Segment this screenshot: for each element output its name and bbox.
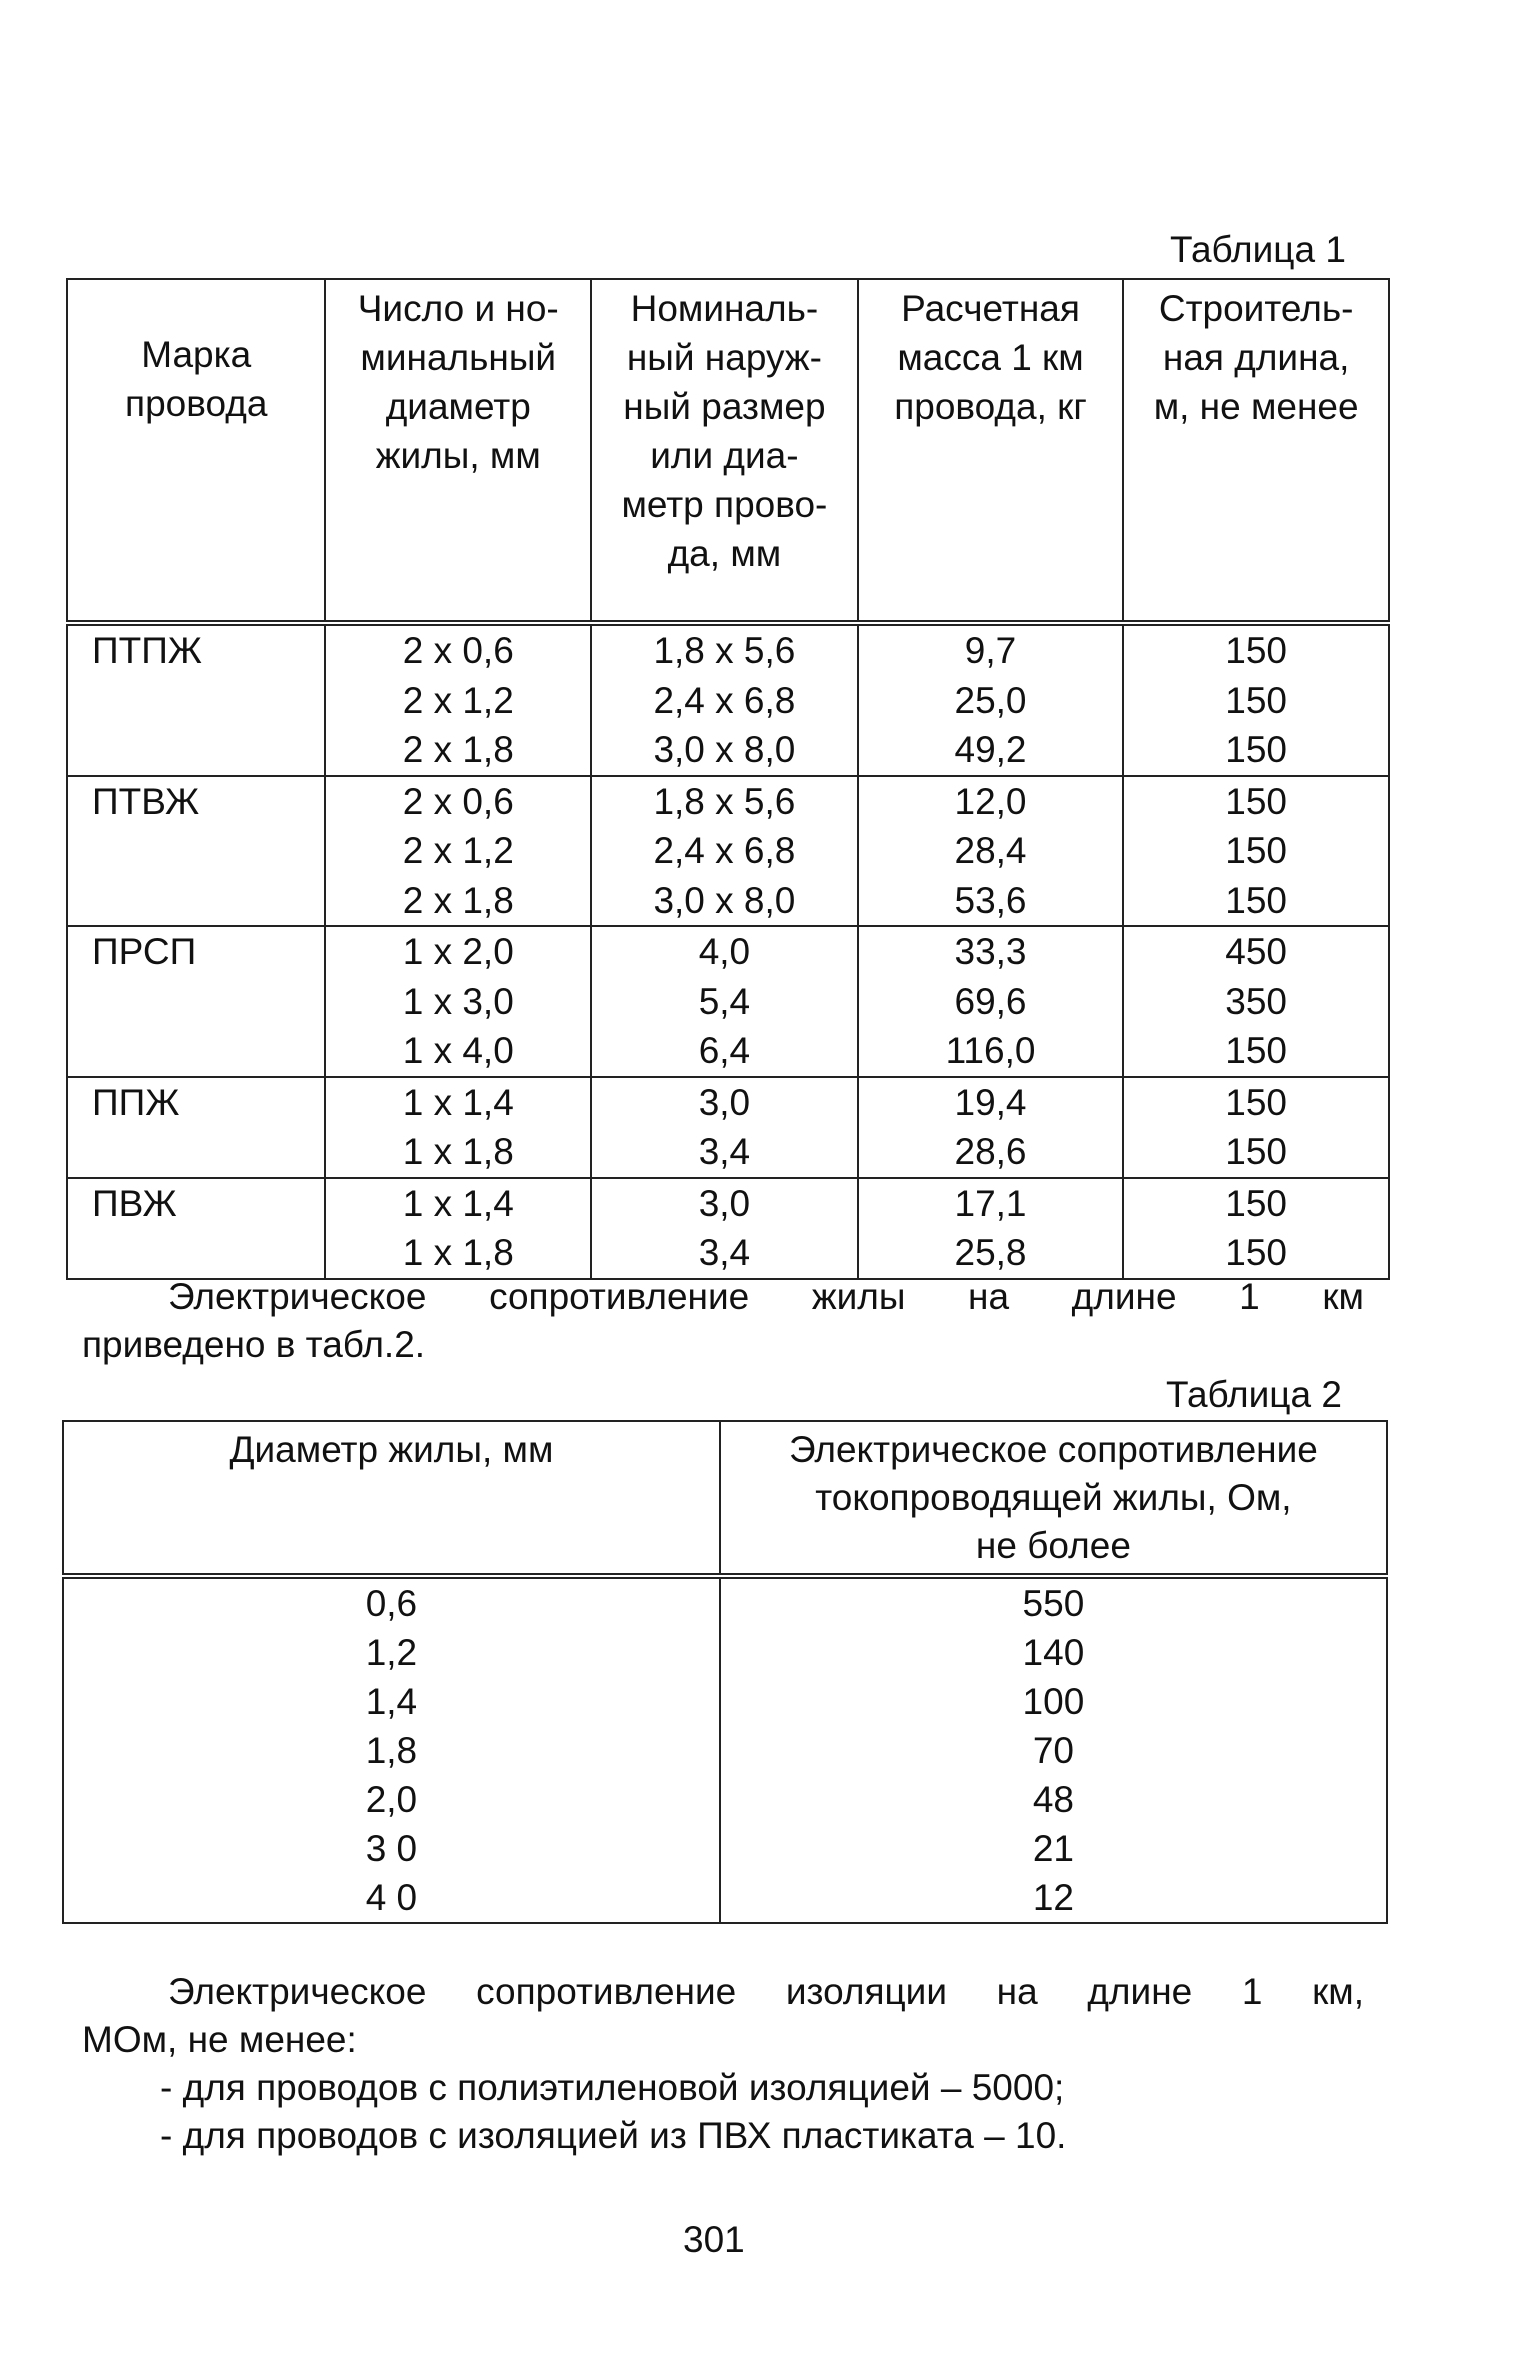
cell-line: 1 х 3,0 — [402, 980, 514, 1022]
table-row — [67, 1077, 1389, 1178]
paragraph-insulation-resistance — [82, 1968, 1364, 2160]
paragraph-line: Электрическое сопротивление изоляции на длине 1 км, — [168, 1971, 1364, 2012]
wire-mark-cell: ПВЖ — [67, 1178, 325, 1279]
cell-line: провода — [125, 383, 268, 424]
cell-line: Расчетная — [901, 288, 1080, 329]
cell-line: 2,4 х 6,8 — [653, 679, 796, 721]
cell-line: Число и но- — [357, 288, 559, 329]
cell-line: провода, кг — [894, 386, 1087, 427]
table2-caption: Таблица 2 — [1166, 1374, 1342, 1415]
cell-line: токопроводящей жилы, Ом, — [815, 1477, 1292, 1518]
table1-header-row — [67, 279, 1389, 623]
cell-line: 150 — [1225, 879, 1288, 921]
cell-line: 5,4 — [698, 980, 751, 1022]
cell-line: 1 х 1,8 — [402, 1232, 514, 1273]
cell-line: 550 — [1022, 1583, 1085, 1624]
cell-line: метр прово- — [621, 484, 828, 525]
cell-line: ный размер — [623, 386, 826, 427]
cell-line: 0,6 — [365, 1583, 418, 1624]
cell-line: 3,4 — [698, 1131, 751, 1172]
length-cell — [1123, 1077, 1389, 1178]
paragraph-line: Электрическое сопротивление жилы на длине 1 км — [168, 1276, 1364, 1317]
size-cell — [591, 776, 858, 927]
wire-mark-cell: ПТВЖ — [67, 776, 325, 927]
list-item: - для проводов с изоляцией из ПВХ пластиката – 10. — [160, 2115, 1067, 2156]
cores-cell — [325, 926, 591, 1077]
cell-line: 150 — [1225, 729, 1288, 770]
cell-line: 1,8 х 5,6 — [653, 780, 796, 822]
cell-line: 1 х 1,4 — [402, 1182, 514, 1224]
cell-line: 33,3 — [954, 931, 1027, 972]
cell-line: ная длина, — [1162, 337, 1350, 378]
cell-line: Диаметр жилы, мм — [229, 1429, 554, 1470]
cell-line: Номиналь- — [630, 288, 819, 329]
header-outer-size — [591, 279, 858, 623]
cell-line: 2 х 1,8 — [402, 879, 514, 921]
header-diameter — [63, 1421, 720, 1576]
cell-line: 150 — [1225, 1232, 1288, 1273]
cell-line: 3 0 — [365, 1828, 418, 1869]
cell-line: не более — [975, 1525, 1131, 1566]
cores-cell — [325, 623, 591, 776]
size-cell — [591, 1178, 858, 1279]
header-wire-mark — [67, 279, 325, 623]
table1 — [66, 278, 1390, 1280]
cell-line: 2 х 0,6 — [402, 780, 514, 822]
size-cell — [591, 623, 858, 776]
cell-line: Марка — [141, 334, 252, 375]
cell-line: 116,0 — [945, 1030, 1036, 1071]
wire-mark-cell: ППЖ — [67, 1077, 325, 1178]
cell-line: 4,0 — [698, 931, 751, 972]
cell-line: 1 х 2,0 — [402, 931, 514, 972]
table2-data-row — [63, 1576, 1387, 1923]
list-item: - для проводов с полиэтиленовой изоляцией – 5000; — [160, 2067, 1065, 2108]
cell-line: 2 х 1,2 — [402, 679, 514, 721]
size-cell — [591, 1077, 858, 1178]
length-cell — [1123, 776, 1389, 927]
cores-cell — [325, 776, 591, 927]
cell-line: жилы, мм — [375, 435, 541, 476]
mass-cell — [858, 926, 1124, 1077]
cell-line: 2,0 — [365, 1779, 418, 1820]
cell-line: 2 х 0,6 — [402, 630, 514, 671]
cell-line: 1 х 1,8 — [402, 1131, 514, 1172]
diameter-column — [63, 1576, 720, 1923]
length-cell — [1123, 1178, 1389, 1279]
cell-line: 21 — [1032, 1828, 1074, 1869]
paragraph-line: МОм, не менее: — [82, 2019, 357, 2060]
cell-line: 3,0 — [698, 1081, 751, 1123]
cell-line: 150 — [1225, 780, 1288, 822]
cell-line: 70 — [1032, 1730, 1074, 1771]
paragraph-conductor-resistance — [82, 1273, 1364, 1369]
cell-line: 48 — [1032, 1779, 1074, 1820]
cell-line: Электрическое сопротивление — [788, 1429, 1318, 1470]
cell-line: 140 — [1022, 1632, 1085, 1673]
cell-line: 450 — [1225, 931, 1288, 972]
table-row — [67, 1178, 1389, 1279]
cell-line: 69,6 — [954, 980, 1027, 1022]
wire-mark-cell: ПРСП — [67, 926, 325, 1077]
cell-line: 49,2 — [954, 729, 1027, 770]
mass-cell — [858, 776, 1124, 927]
table2 — [62, 1420, 1388, 1924]
cell-line: 6,4 — [698, 1030, 751, 1071]
page-number: 301 — [683, 2219, 745, 2260]
header-cores-diameter — [325, 279, 591, 623]
cell-line: 4 0 — [365, 1877, 418, 1918]
cell-line: 2,4 х 6,8 — [653, 830, 796, 871]
resistance-column — [720, 1576, 1387, 1923]
cell-line: 1,8 х 5,6 — [653, 630, 796, 671]
length-cell — [1123, 623, 1389, 776]
header-length — [1123, 279, 1389, 623]
cell-line: 150 — [1225, 1182, 1288, 1224]
cell-line: 3,0 — [698, 1182, 751, 1224]
cell-line: 2 х 1,2 — [402, 830, 514, 871]
cell-line: 2 х 1,8 — [402, 729, 514, 770]
mass-cell — [858, 1077, 1124, 1178]
cell-line: 1,2 — [365, 1632, 418, 1673]
cell-line: да, мм — [667, 533, 782, 574]
cell-line: м, не менее — [1153, 386, 1359, 427]
cell-line: 150 — [1225, 1030, 1288, 1071]
cell-line: 1 х 1,4 — [402, 1081, 514, 1123]
cell-line: 28,6 — [954, 1131, 1027, 1172]
size-cell — [591, 926, 858, 1077]
cell-line: 150 — [1225, 830, 1288, 871]
paragraph-line: приведено в табл.2. — [82, 1324, 426, 1365]
table-row — [67, 776, 1389, 927]
cell-line: диаметр — [385, 386, 531, 427]
length-cell — [1123, 926, 1389, 1077]
cell-line: 3,4 — [698, 1232, 751, 1273]
cell-line: или диа- — [650, 435, 799, 476]
cell-line: 3,0 х 8,0 — [653, 879, 796, 921]
mass-cell — [858, 623, 1124, 776]
cell-line: 19,4 — [954, 1081, 1027, 1123]
header-mass — [858, 279, 1124, 623]
cell-line: 150 — [1225, 1081, 1288, 1123]
table2-header-row — [63, 1421, 1387, 1576]
cell-line: 25,0 — [954, 679, 1027, 721]
cell-line: 150 — [1225, 679, 1288, 721]
cell-line: 150 — [1225, 1131, 1288, 1172]
header-resistance — [720, 1421, 1387, 1576]
table1-caption: Таблица 1 — [1170, 229, 1346, 270]
cell-line: масса 1 км — [897, 337, 1084, 378]
cell-line: 28,4 — [954, 830, 1027, 871]
cell-line: 150 — [1225, 630, 1288, 671]
cell-line: 350 — [1225, 980, 1288, 1022]
cell-line: 3,0 х 8,0 — [653, 729, 796, 770]
cell-line: 1,4 — [365, 1681, 418, 1722]
cell-line: 100 — [1022, 1681, 1085, 1722]
cell-line: ный наруж- — [626, 337, 822, 378]
cores-cell — [325, 1178, 591, 1279]
cores-cell — [325, 1077, 591, 1178]
cell-line: 25,8 — [954, 1232, 1027, 1273]
cell-line: 12,0 — [954, 780, 1027, 822]
table-row — [67, 623, 1389, 776]
wire-mark-cell: ПТПЖ — [67, 623, 325, 776]
table-row — [67, 926, 1389, 1077]
cell-line: 9,7 — [964, 630, 1017, 671]
cell-line: 17,1 — [954, 1182, 1027, 1224]
mass-cell — [858, 1178, 1124, 1279]
cell-line: минальный — [360, 337, 557, 378]
cell-line: 1 х 4,0 — [402, 1030, 514, 1071]
cell-line: Строитель- — [1158, 288, 1354, 329]
cell-line: 12 — [1032, 1877, 1074, 1918]
table1-body — [67, 623, 1389, 1279]
cell-line: 53,6 — [954, 879, 1027, 921]
cell-line: 1,8 — [365, 1730, 418, 1771]
